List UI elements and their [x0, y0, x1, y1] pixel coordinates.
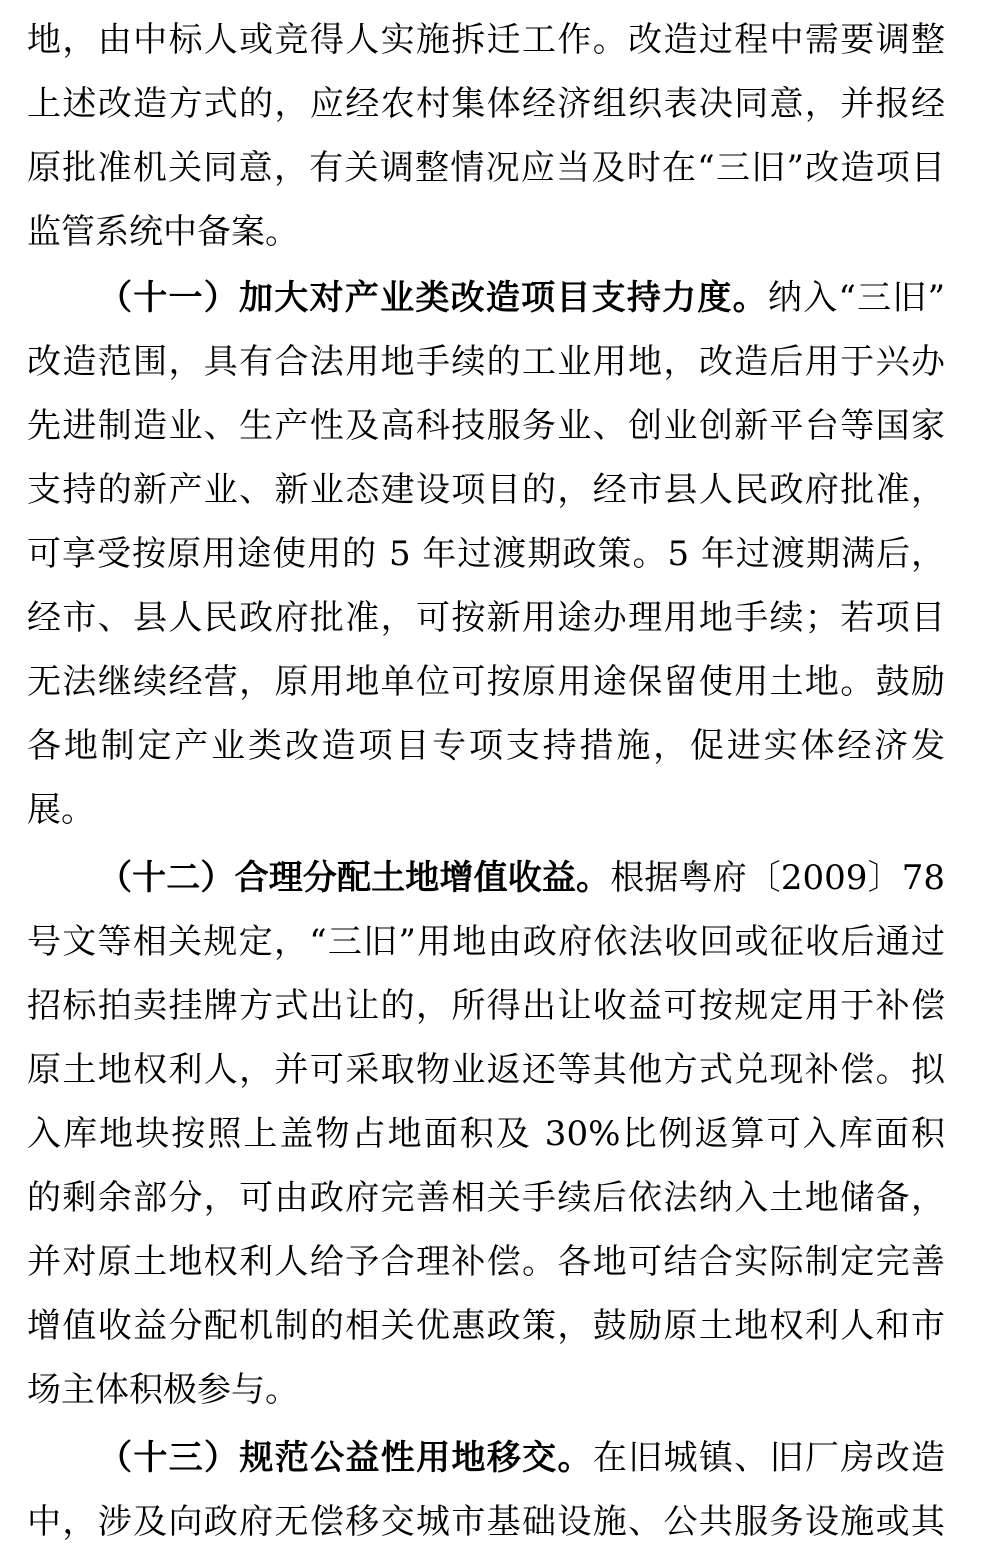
- section-13-first-line-text: 在旧城镇、旧厂房改造: [592, 1438, 946, 1478]
- paragraph-line: 可享受按原用途使用的 5 年过渡期政策。5 年过渡期满后，: [27, 534, 945, 574]
- paragraph-line: 入库地块按照上盖物占地面积及 30%比例返算可入库面积: [27, 1114, 945, 1154]
- paragraph-line: 各地制定产业类改造项目专项支持措施，促进实体经济发: [27, 726, 945, 766]
- section-12-heading: （十二）合理分配土地增值收益。: [98, 858, 611, 898]
- paragraph-line: 支持的新产业、新业态建设项目的，经市县人民政府批准，: [27, 470, 945, 510]
- paragraph-line: 经市、县人民政府批准，可按新用途办理用地手续；若项目: [27, 598, 945, 638]
- paragraph-line: 招标拍卖挂牌方式出让的，所得出让收益可按规定用于补偿: [27, 986, 945, 1026]
- section-12-first-line-text: 根据粤府〔2009〕78: [610, 858, 945, 898]
- paragraph-line: 并对原土地权利人给予合理补偿。各地可结合实际制定完善: [27, 1242, 945, 1282]
- paragraph-line: 增值收益分配机制的相关优惠政策，鼓励原土地权利人和市: [27, 1306, 945, 1346]
- paragraph-line: 改造范围，具有合法用地手续的工业用地，改造后用于兴办: [27, 342, 945, 382]
- paragraph-line: 原土地权利人，并可采取物业返还等其他方式兑现补偿。拟: [27, 1050, 945, 1090]
- paragraph-line: 原批准机关同意，有关调整情况应当及时在“三旧”改造项目: [27, 148, 945, 188]
- paragraph-line: 地，由中标人或竞得人实施拆迁工作。改造过程中需要调整: [27, 20, 945, 60]
- section-12-first-line: [98, 846, 945, 910]
- section-13-first-line: [98, 1426, 945, 1490]
- paragraph-line: 上述改造方式的，应经农村集体经济组织表决同意，并报经: [27, 84, 945, 124]
- section-11-heading: （十一）加大对产业类改造项目支持力度。: [98, 278, 768, 318]
- paragraph-line: 先进制造业、生产性及高科技服务业、创业创新平台等国家: [27, 406, 945, 446]
- paragraph-line: 号文等相关规定，“三旧”用地由政府依法收回或征收后通过: [27, 922, 945, 962]
- paragraph-line: 场主体积极参与。: [27, 1370, 299, 1410]
- paragraph-line: 的剩余部分，可由政府完善相关手续后依法纳入土地储备，: [27, 1178, 945, 1218]
- section-11-first-line: [98, 266, 945, 330]
- section-11-first-line-text: 纳入“三旧”: [767, 278, 945, 318]
- paragraph-line: 中，涉及向政府无偿移交城市基础设施、公共服务设施或其: [27, 1502, 945, 1542]
- paragraph-line: 监管系统中备案。: [27, 212, 299, 252]
- paragraph-line: 无法继续经营，原用地单位可按原用途保留使用土地。鼓励: [27, 662, 945, 702]
- section-13-heading: （十三）规范公益性用地移交。: [98, 1438, 593, 1478]
- paragraph-line: 展。: [27, 790, 95, 830]
